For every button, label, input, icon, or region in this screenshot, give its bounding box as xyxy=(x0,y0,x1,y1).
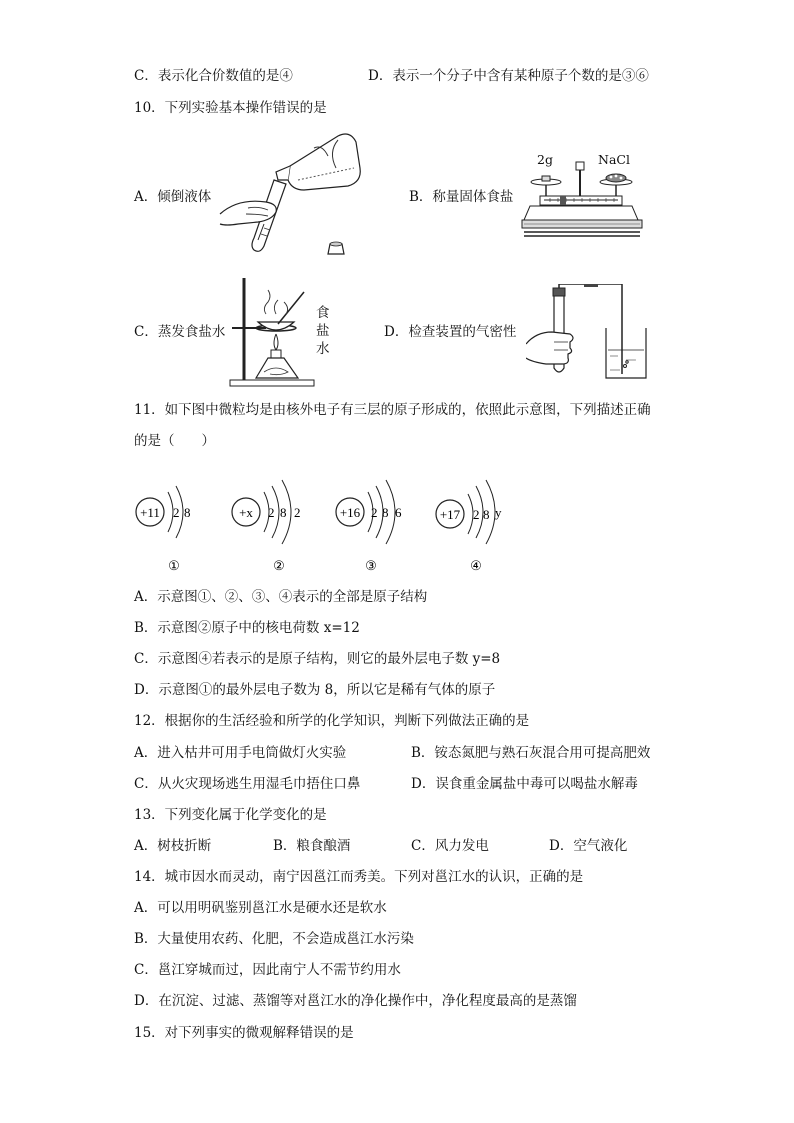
q13-stem: 13．下列变化属于化学变化的是 xyxy=(134,807,327,823)
atom-diagram-2 xyxy=(232,480,301,573)
atom-diagrams xyxy=(128,478,528,576)
atom-1-shell-1: 2 xyxy=(173,505,180,520)
evaporation-label-char-3: 水 xyxy=(316,341,330,357)
evaporation-label-char-2: 盐 xyxy=(316,323,330,339)
balance-salt-label: NaCl xyxy=(598,152,630,167)
atom-diagram-3 xyxy=(336,480,402,573)
q11-option-d: D．示意图①的最外层电子数为 8，所以它是稀有气体的原子 xyxy=(134,682,496,698)
q11-option-a: A．示意图①、②、③、④表示的全部是原子结构 xyxy=(134,589,428,605)
atom-1-shell-2: 8 xyxy=(184,505,191,520)
q12-option-b: B．铵态氮肥与熟石灰混合用可提高肥效 xyxy=(411,745,651,761)
evaporation-label xyxy=(316,304,330,358)
q9-option-d: D．表示一个分子中含有某种原子个数的是③⑥ xyxy=(368,68,649,84)
q12-option-a: A．进入枯井可用手电筒做灯火实验 xyxy=(134,745,347,761)
atom-1-label: ① xyxy=(168,558,180,573)
atom-4-label: ④ xyxy=(470,558,482,573)
atom-3-shell-1: 2 xyxy=(371,505,378,520)
evaporation-label-char-1: 食 xyxy=(316,305,330,321)
q13-option-c: C．风力发电 xyxy=(411,838,489,854)
atom-4-shell-3: y xyxy=(495,505,502,520)
atom-3-shell-3: 6 xyxy=(395,505,402,520)
atom-2-shell-2: 8 xyxy=(280,505,287,520)
q14-option-a: A．可以用明矾鉴别邕江水是硬水还是软水 xyxy=(134,900,387,916)
q11-option-b: B．示意图②原子中的核电荷数 x=12 xyxy=(134,620,360,636)
q14-option-c: C．邕江穿城而过，因此南宁人不需节约用水 xyxy=(134,962,401,978)
atom-4-shell-1: 2 xyxy=(473,507,480,522)
q10-option-c: C．蒸发食盐水 xyxy=(134,324,226,340)
q14-option-d: D．在沉淀、过滤、蒸馏等对邕江水的净化操作中，净化程度最高的是蒸馏 xyxy=(134,993,577,1009)
q13-option-d: D．空气液化 xyxy=(549,838,628,854)
pouring-liquid-figure xyxy=(218,128,368,263)
atom-2-shell-3: 2 xyxy=(294,505,301,520)
atom-4-shell-2: 8 xyxy=(483,507,490,522)
q11-stem-line1: 11．如下图中微粒均是由核外电子有三层的原子形成的，依照此示意图，下列描述正确 xyxy=(134,402,651,418)
q10-option-a: A．倾倒液体 xyxy=(134,189,212,205)
atom-2-label: ② xyxy=(273,558,285,573)
q10-option-d: D．检查装置的气密性 xyxy=(384,324,517,340)
q12-option-c: C．从火灾现场逃生用湿毛巾捂住口鼻 xyxy=(134,776,361,792)
atom-diagram-1 xyxy=(136,486,191,573)
q14-option-b: B．大量使用农药、化肥，不会造成邕江水污染 xyxy=(134,931,414,947)
balance-figure xyxy=(520,160,645,242)
atom-3-label: ③ xyxy=(365,558,377,573)
q11-stem-line2: 的是（ ） xyxy=(134,433,215,449)
q12-option-d: D．误食重金属盐中毒可以喝盐水解毒 xyxy=(411,776,638,792)
airtightness-figure xyxy=(526,284,650,382)
atom-diagram-4 xyxy=(436,480,502,573)
atom-2-nucleus: +x xyxy=(239,505,253,520)
atom-3-shell-2: 8 xyxy=(382,505,389,520)
atom-1-nucleus: +11 xyxy=(140,505,160,520)
q14-stem: 14．城市因水而灵动，南宁因邕江而秀美。下列对邕江水的认识，正确的是 xyxy=(134,869,584,885)
q12-stem: 12．根据你的生活经验和所学的化学知识，判断下列做法正确的是 xyxy=(134,713,530,729)
atom-2-shell-1: 2 xyxy=(268,505,275,520)
q11-option-c: C．示意图④若表示的是原子结构，则它的最外层电子数 y=8 xyxy=(134,651,501,667)
atom-4-nucleus: +17 xyxy=(439,507,461,522)
q9-option-c: C．表示化合价数值的是④ xyxy=(134,68,293,84)
evaporation-figure xyxy=(226,274,326,390)
q15-stem: 15．对下列事实的微观解释错误的是 xyxy=(134,1025,354,1041)
balance-weight-label: 2g xyxy=(537,152,553,167)
q13-option-a: A．树枝折断 xyxy=(134,838,212,854)
q13-option-b: B．粮食酿酒 xyxy=(273,838,351,854)
q10-stem: 10．下列实验基本操作错误的是 xyxy=(134,100,327,116)
atom-3-nucleus: +16 xyxy=(339,505,361,520)
q10-option-b: B．称量固体食盐 xyxy=(409,189,514,205)
